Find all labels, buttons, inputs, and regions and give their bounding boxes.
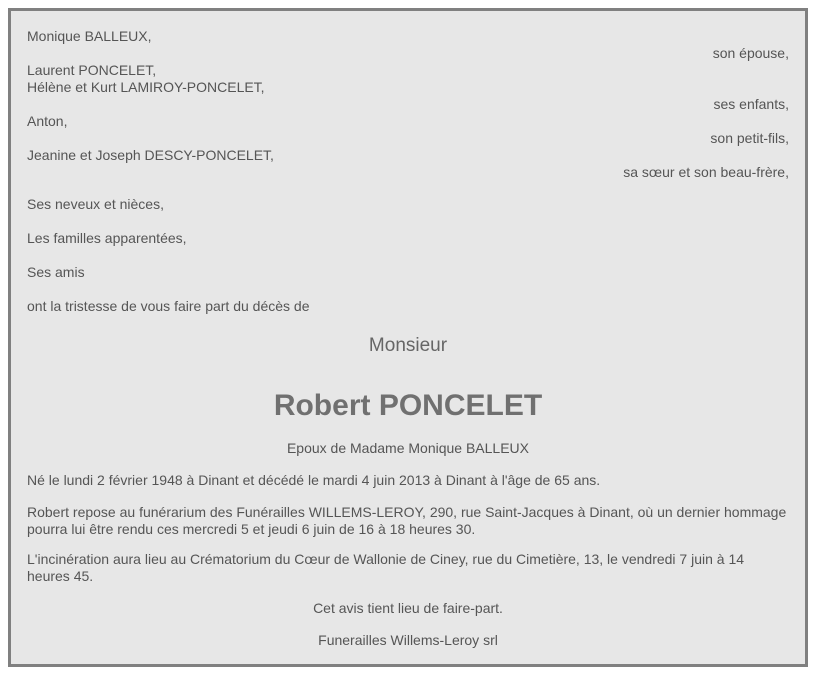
child-name: Hélène et Kurt LAMIROY-PONCELET,: [27, 79, 265, 95]
sibling-role: sa sœur et son beau-frère,: [623, 164, 789, 180]
deceased-name: Robert PONCELET: [273, 389, 543, 422]
families-line: Les familles apparentées,: [27, 230, 187, 246]
birth-death-paragraph: Né le lundi 2 février 1948 à Dinant et décédé le mardi 4 juin 2013 à Dinant à l'âge de 65 ans.: [27, 472, 601, 488]
spouse-role: son épouse,: [712, 45, 789, 61]
sibling-name: Jeanine et Joseph DESCY-PONCELET,: [27, 147, 274, 163]
cremation-paragraph: L'incinération aura lieu au Crématorium du Cœur de Wallonie de Ciney, rue du Cimetière, 13, le vendredi 7 juin à 14 heures 45.: [27, 551, 745, 584]
spouse-name: Monique BALLEUX,: [27, 28, 152, 44]
child-name: Laurent PONCELET,: [27, 62, 157, 78]
grandson-role: son petit-fils,: [710, 130, 789, 146]
deceased-title: Monsieur: [368, 335, 448, 356]
announcement-line: ont la tristesse de vous faire part du décès de: [27, 298, 310, 314]
grandson-name: Anton,: [27, 113, 68, 129]
viewing-paragraph: Robert repose au funérarium des Funérailles WILLEMS-LEROY, 290, rue Saint-Jacques à Dinant, où un dernier hommage pourra lui être rendu ces mercredi 5 et jeudi 6 juin de 16 à 18 heures 30.: [27, 504, 787, 537]
nephews-line: Ses neveux et nièces,: [27, 196, 164, 212]
spouse-line: Epoux de Madame Monique BALLEUX: [286, 440, 530, 456]
friends-line: Ses amis: [27, 264, 85, 280]
funeral-company: Funerailles Willems-Leroy srl: [318, 632, 498, 648]
obituary-notice: [8, 8, 808, 667]
faire-part-notice: Cet avis tient lieu de faire-part.: [313, 600, 503, 616]
children-role: ses enfants,: [713, 96, 789, 112]
